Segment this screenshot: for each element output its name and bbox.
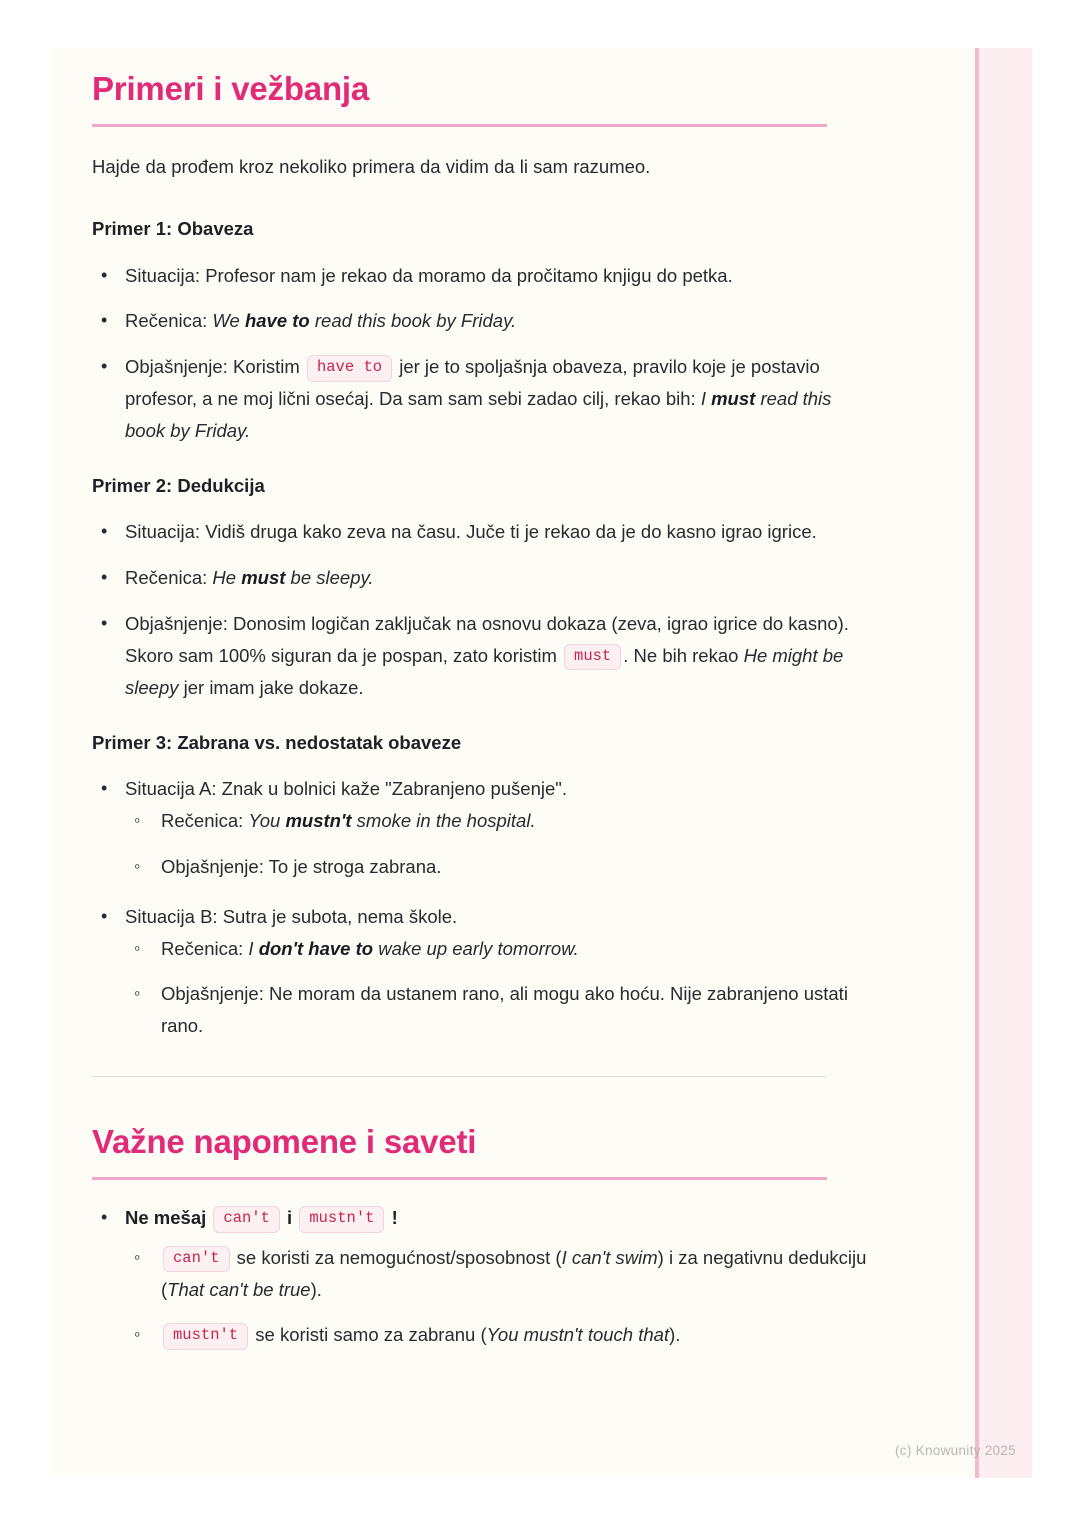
situacija-b-label: Situacija B: [125,905,223,927]
list-item [92,901,872,1042]
list-item [125,933,872,965]
list-item [125,851,872,883]
objasnjenje-mid: . Ne bih rekao [623,644,744,666]
objasnjenje-label: Objašnjenje: [125,356,233,378]
recenica-post: wake up early tomorrow. [373,937,579,959]
recenica-emphasis: mustn't [285,810,352,832]
recenica-label: Rečenica: [161,810,249,832]
code-chip-have-to: have to [307,355,392,382]
code-chip-must: must [564,644,621,671]
tip-sub1-post: ). [310,1278,322,1300]
tip-sub1-pre: se koristi za nemogućnost/sposobnost ( [231,1246,562,1268]
recenica-pre: You [248,810,286,832]
situacija-a-sublist [125,805,872,883]
recenica-label: Rečenica: [125,567,213,589]
page-edge-line [975,48,979,1478]
code-chip-mustnt: mustn't [299,1206,384,1233]
example-3-heading: Primer 3: Zabrana vs. nedostatak obaveze [92,731,462,753]
tips-sublist [125,1234,872,1351]
situacija-a-text: Znak u bolnici kaže "Zabranjeno pušenje". [221,778,567,800]
tip-sub2-quote: You mustn't touch that [486,1324,670,1346]
objasnjenje-pre: Koristim [232,356,305,378]
list-item [125,1319,872,1351]
list-item [125,805,872,837]
objasnjenje-quote: He might be sleepy [125,644,844,698]
list-item [92,562,872,594]
section-title-primeri: Primeri i vežbanja [92,70,370,107]
alt-pre: I [700,387,712,409]
list-item [125,1242,872,1306]
page-content [92,48,872,1351]
tip-sub1-quote-2: That can't be true [167,1278,311,1300]
list-item [92,305,872,337]
document-page [50,48,1032,1478]
recenica-emphasis: don't have to [258,937,374,959]
recenica-label: Rečenica: [161,937,249,959]
recenica-pre: I [248,937,259,959]
objasnjenje-pre: Donosim logičan zaključak na osnovu dokaza (zeva, igrao igrice do kasno). Skoro sam 100% siguran da je pospan, zato koristim [125,613,849,666]
intro-paragraph: Hajde da prođem kroz nekoliko primera da vidim da li sam razumeo. [92,155,651,177]
tip-sub2-pre: se koristi samo za zabranu ( [250,1324,487,1346]
code-chip-mustnt: mustn't [163,1323,248,1350]
tip-sub1-mid: ) i za negativnu dedukciju ( [161,1246,867,1300]
objasnjenje-text: To je stroga zabrana. [268,856,442,878]
situacija-label: Situacija: [125,521,206,543]
tip-lead: Ne mešaj [125,1207,212,1229]
situacija-a-label: Situacija A: [125,778,222,800]
example-2-list [92,516,872,703]
situacija-b-sublist [125,933,872,1042]
list-item [92,351,872,446]
tip-sub2-post: ). [669,1324,681,1346]
recenica-post: read this book by Friday. [309,310,517,332]
tips-list [92,1202,872,1351]
situacija-text: Vidiš druga kako zeva na času. Juče ti je rekao da je do kasno igrao igrice. [205,521,817,543]
example-2-heading: Primer 2: Dedukcija [92,474,265,496]
example-1-heading: Primer 1: Obaveza [92,217,254,239]
example-3-list [92,773,872,1042]
objasnjenje-label: Objašnjenje: [161,983,269,1005]
code-chip-cant: can't [163,1246,230,1273]
recenica-emphasis: must [241,567,286,589]
objasnjenje-label: Objašnjenje: [125,613,233,635]
recenica-post: be sleepy. [285,567,374,589]
list-item [92,1202,872,1351]
list-item [92,608,872,703]
alt-emphasis: must [711,387,756,409]
code-chip-cant: can't [213,1206,280,1233]
section-title-vazne-napomene: Važne napomene i saveti [92,1123,477,1161]
page-tint-strip [978,48,1032,1478]
tip-sub1-quote-1: I can't swim [561,1246,658,1268]
situacija-text: Profesor nam je rekao da moramo da pročitamo knjigu do petka. [205,264,733,286]
list-item [92,260,872,292]
situacija-label: Situacija: [125,264,206,286]
objasnjenje-label: Objašnjenje: [161,856,269,878]
list-item [125,978,872,1042]
recenica-post: smoke in the hospital. [351,810,536,832]
example-1-list [92,260,872,447]
recenica-emphasis: have to [244,310,310,332]
recenica-pre: We [212,310,245,332]
alt-post: read this book by Friday. [125,387,832,441]
tip-tail: ! [386,1207,398,1229]
objasnjenje-text: Ne moram da ustanem rano, ali mogu ako hoću. Nije zabranjeno ustati rano. [161,983,848,1037]
recenica-label: Rečenica: [125,310,213,332]
watermark: (c) Knowunity 2025 [895,1443,1016,1458]
recenica-pre: He [212,567,242,589]
situacija-b-text: Sutra je subota, nema škole. [222,905,458,927]
tip-conjunction: i [281,1207,298,1229]
list-item [92,516,872,548]
objasnjenje-post: jer imam jake dokaze. [178,676,364,698]
list-item [92,773,872,882]
objasnjenje-mid: jer je to spoljašnja obaveza, pravilo koje je postavio profesor, a ne moj lični osećaj. Da sam sam sebi zadao cilj, rekao bih: [125,356,820,409]
